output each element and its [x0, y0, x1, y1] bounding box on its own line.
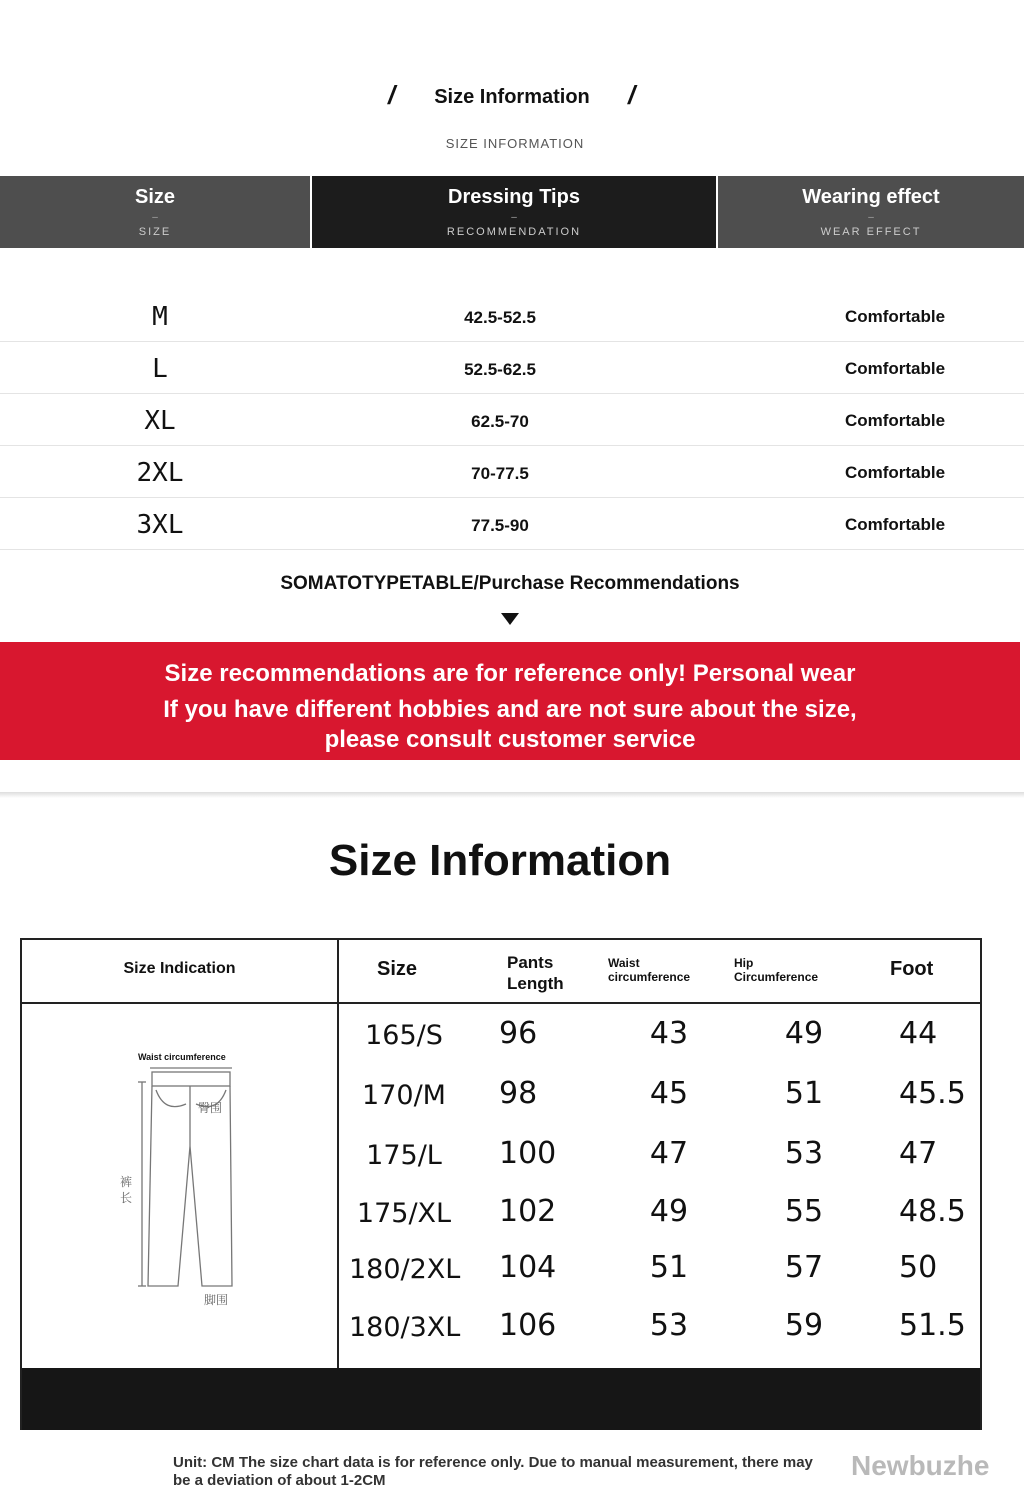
waist-cell: 51 — [649, 1250, 689, 1285]
measurement-note: Unit: CM The size chart data is for reference only. Due to manual measurement, there may be a deviation of about 1-2CM — [173, 1454, 813, 1489]
wear-effect-cell: Comfortable — [844, 463, 946, 482]
weight-range-cell: 70-77.5 — [471, 464, 529, 483]
diagram-waist-label: Waist circumference — [138, 1052, 226, 1062]
triangle-down-icon — [501, 613, 519, 625]
header-tab-dash: – — [152, 212, 158, 223]
diagram-length-label: 裤 — [120, 1175, 133, 1189]
somatotype-heading: SOMATOTYPETABLE/Purchase Recommendations — [280, 573, 740, 594]
col-header-size: Size — [377, 958, 418, 980]
wear-effect-cell: Comfortable — [844, 359, 946, 378]
header-tab-label: Wearing effect — [802, 186, 940, 208]
size-cell: XL — [144, 406, 176, 436]
length-cell: 102 — [499, 1194, 557, 1229]
banner-line: Size recommendations are for reference only! Personal wear — [164, 660, 856, 687]
foot-cell: 45.5 — [899, 1076, 966, 1111]
banner-line: please consult customer service — [324, 726, 696, 753]
col-header-foot: Foot — [890, 958, 934, 980]
waist-cell: 53 — [649, 1308, 689, 1343]
table-row — [339, 1066, 979, 1124]
foot-cell: 47 — [899, 1136, 938, 1171]
diagram-length-label: 长 — [120, 1191, 133, 1205]
column-header-bar — [0, 176, 1024, 248]
hip-cell: 51 — [784, 1076, 824, 1111]
hip-cell: 53 — [784, 1136, 824, 1171]
section-subtitle: SIZE INFORMATION — [445, 136, 585, 151]
size-info-title: Size Information — [328, 836, 672, 885]
recommendation-table — [0, 290, 1024, 550]
weight-range-cell: 77.5-90 — [471, 516, 529, 535]
hip-cell: 55 — [784, 1194, 824, 1229]
table-row — [0, 498, 1024, 550]
size-cell: M — [152, 302, 168, 332]
col-header-hip — [734, 956, 818, 984]
size-cell: L — [152, 354, 168, 384]
col-header-indication: Size Indication — [123, 960, 236, 977]
col-header-line: Hip — [734, 956, 754, 970]
weight-range-cell: 62.5-70 — [471, 412, 529, 431]
length-cell: 106 — [499, 1308, 557, 1343]
hip-cell: 59 — [784, 1308, 824, 1343]
wear-effect-cell: Comfortable — [844, 515, 946, 534]
table-row — [0, 290, 1024, 342]
header-tab-label: Dressing Tips — [448, 186, 580, 208]
col-header-line: Circumference — [734, 970, 819, 984]
header-tab-dash: – — [868, 212, 874, 223]
table-row — [339, 1184, 979, 1242]
table-row — [339, 1126, 979, 1184]
size-cell: 180/3XL — [349, 1312, 461, 1343]
col-header-length — [507, 952, 564, 994]
table-row — [0, 446, 1024, 498]
waist-cell: 43 — [649, 1016, 689, 1051]
wear-effect-cell: Comfortable — [844, 411, 946, 430]
size-cell: 170/M — [362, 1080, 446, 1111]
diagram-foot-label: 脚围 — [204, 1293, 229, 1306]
foot-cell: 50 — [899, 1250, 938, 1285]
hip-cell: 49 — [784, 1016, 824, 1051]
waist-cell: 47 — [649, 1136, 689, 1171]
header-tab-wearing-effect — [718, 176, 1024, 248]
col-header-line: Pants — [507, 953, 554, 972]
col-header-line: Waist — [608, 956, 640, 970]
length-cell: 96 — [499, 1016, 538, 1051]
header-tab-sublabel: SIZE — [138, 226, 172, 238]
size-cell: 3XL — [136, 510, 184, 540]
wear-effect-cell: Comfortable — [844, 307, 946, 326]
foot-cell: 48.5 — [899, 1194, 966, 1229]
size-cell: 175/L — [366, 1140, 442, 1171]
table-row — [339, 1298, 979, 1356]
table-row — [0, 394, 1024, 446]
length-cell: 104 — [499, 1250, 557, 1285]
col-header-line: Length — [507, 974, 564, 993]
weight-range-cell: 42.5-52.5 — [464, 308, 536, 327]
decorative-slash-right: / — [628, 80, 636, 110]
size-cell: 175/XL — [356, 1198, 452, 1229]
decorative-slash-left: / — [388, 80, 396, 110]
foot-cell: 44 — [899, 1016, 938, 1051]
banner-line: If you have different hobbies and are not sure about the size, — [163, 696, 857, 723]
header-tab-sublabel: WEAR EFFECT — [820, 226, 922, 238]
section-header — [0, 80, 1024, 120]
table-footer-bar — [22, 1368, 980, 1430]
table-row — [339, 1240, 979, 1298]
header-tab-dressing-tips — [312, 176, 716, 248]
waist-cell: 45 — [649, 1076, 689, 1111]
hip-cell: 57 — [784, 1250, 824, 1285]
section-divider — [0, 792, 1024, 798]
size-cell: 180/2XL — [349, 1254, 461, 1285]
foot-cell: 51.5 — [899, 1308, 966, 1343]
size-cell: 165/S — [365, 1020, 443, 1051]
header-tab-dash: – — [511, 212, 517, 223]
col-header-line: circumference — [608, 970, 691, 984]
brand-watermark: Newbuzhe — [851, 1450, 990, 1481]
diagram-hip-label: 臀围 — [198, 1101, 223, 1115]
length-cell: 98 — [499, 1076, 538, 1111]
header-tab-sublabel: RECOMMENDATION — [446, 226, 582, 238]
pants-diagram-icon — [112, 986, 262, 1306]
length-cell: 100 — [499, 1136, 557, 1171]
header-tab-size — [0, 176, 310, 248]
header-tab-label: Size — [134, 186, 176, 208]
size-table — [20, 938, 982, 1430]
table-row — [339, 1006, 979, 1064]
size-cell: 2XL — [136, 458, 184, 488]
section-title: Size Information — [434, 86, 590, 108]
table-row — [0, 342, 1024, 394]
notice-banner — [0, 642, 1020, 760]
waist-cell: 49 — [649, 1194, 689, 1229]
weight-range-cell: 52.5-62.5 — [464, 360, 536, 379]
col-header-waist — [608, 956, 690, 984]
